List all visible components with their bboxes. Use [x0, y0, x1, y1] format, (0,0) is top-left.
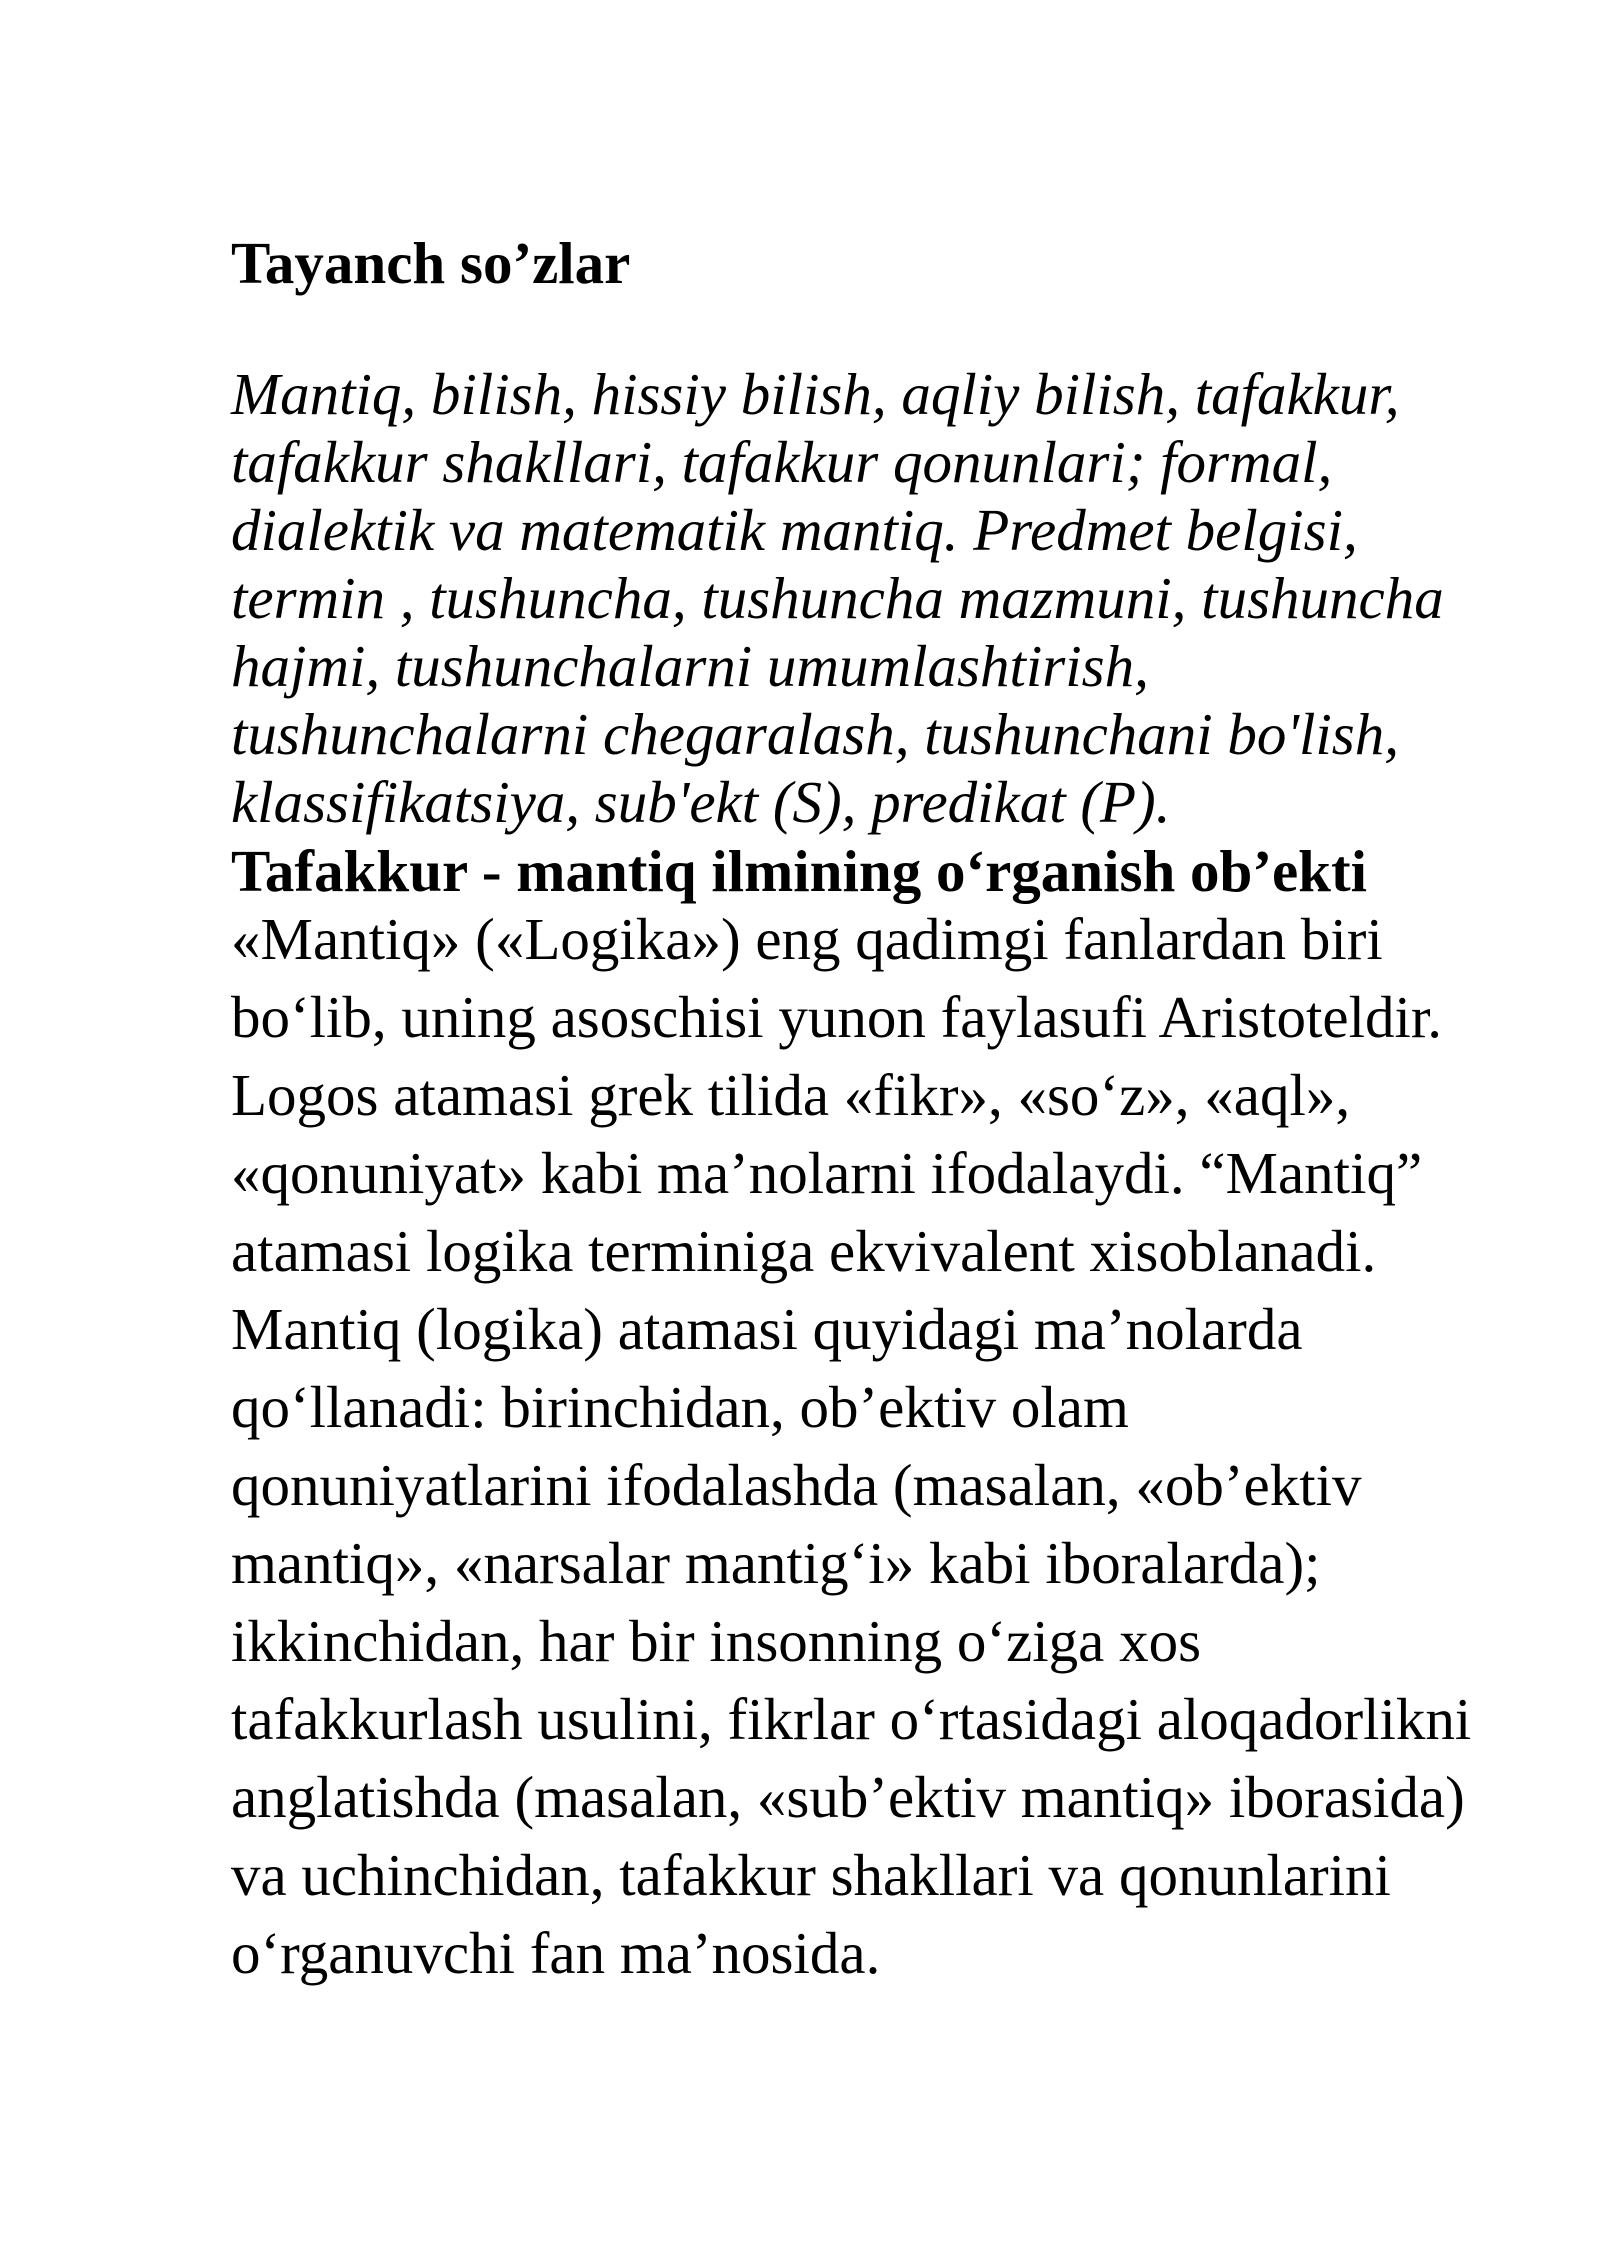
keywords-paragraph	[231, 360, 1444, 836]
body-paragraph	[231, 900, 1471, 1992]
section-heading	[231, 837, 1367, 905]
body-line: ikkinchidan, har bir insonning o‘ziga xos	[231, 1608, 1202, 1674]
section-heading-text: Tafakkur - mantiq ilmining o‘rganish ob’ekti	[231, 838, 1368, 904]
page-heading	[231, 229, 630, 297]
body-line: qonuniyatlarini ifodalashda (masalan, «ob’ektiv	[231, 1452, 1362, 1518]
body-line: tafakkurlash usulini, fikrlar o‘rtasidagi aloqadorlikni	[231, 1686, 1472, 1752]
keywords-line: tafakkur shakllari, tafakkur qonunlari; formal,	[231, 429, 1333, 495]
heading-text: Tayanch so’zlar	[231, 230, 631, 296]
body-line: mantiq», «narsalar mantig‘i» kabi iboralarda);	[231, 1530, 1321, 1596]
body-line: anglatishda (masalan, «sub’ektiv mantiq» iborasida)	[231, 1764, 1465, 1830]
body-line: atamasi logika terminiga ekvivalent xisoblanadi.	[231, 1218, 1377, 1284]
body-line: «Mantiq» («Logika») eng qadimgi fanlardan biri	[231, 906, 1383, 972]
keywords-line: klassifikatsiya, sub'ekt (S), predikat (P).	[231, 769, 1171, 835]
keywords-line: termin , tushuncha, tushuncha mazmuni, tushuncha	[231, 565, 1444, 631]
body-line: Logos atamasi grek tilida «fikr», «so‘z», «aql»,	[231, 1062, 1351, 1128]
keywords-line: hajmi, tushunchalarni umumlashtirish,	[231, 633, 1149, 699]
body-line: Mantiq (logika) atamasi quyidagi ma’nolarda	[231, 1296, 1303, 1362]
body-line: o‘rganuvchi fan ma’nosida.	[231, 1920, 881, 1986]
body-line: «qonuniyat» kabi ma’nolarni ifodalaydi. “Mantiq”	[231, 1140, 1423, 1206]
body-line: bo‘lib, uning asoschisi yunon faylasufi Aristoteldir.	[231, 984, 1443, 1050]
body-line: qo‘llanadi: birinchidan, ob’ektiv olam	[231, 1374, 1129, 1440]
keywords-line: dialektik va matematik mantiq. Predmet belgisi,	[231, 497, 1358, 563]
keywords-line: tushunchalarni chegaralash, tushunchani bo'lish,	[231, 701, 1400, 767]
keywords-line: Mantiq, bilish, hissiy bilish, aqliy bilish, tafakkur,	[231, 361, 1400, 427]
body-line: va uchinchidan, tafakkur shakllari va qonunlarini	[231, 1842, 1391, 1908]
